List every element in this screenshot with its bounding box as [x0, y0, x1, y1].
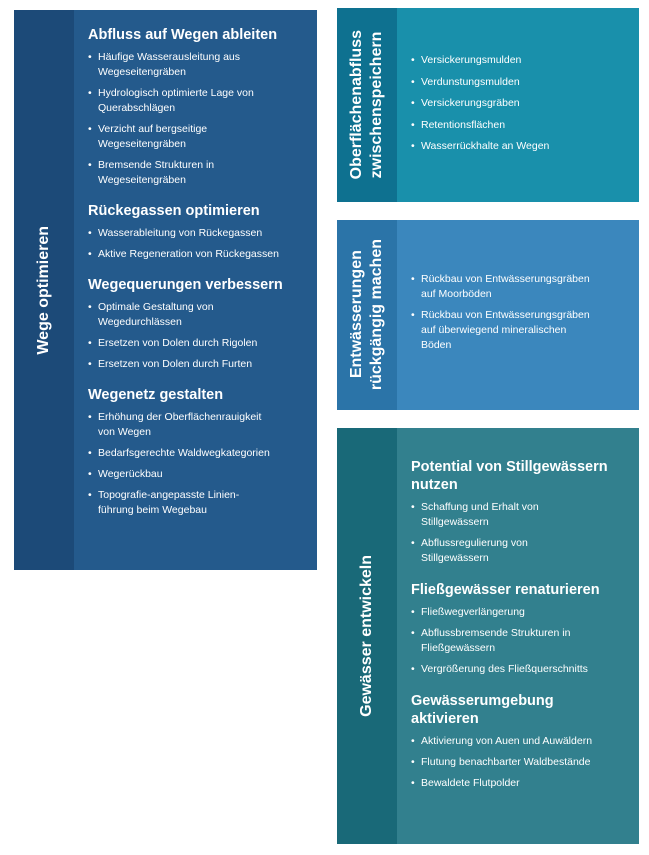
measure-item: • Abflussbremsende Strukturen in Fließgewässern	[411, 626, 631, 656]
measure-item: • Ersetzen von Dolen durch Furten	[88, 357, 307, 372]
panel-content	[397, 428, 639, 844]
side-label-line: Gewässer entwickeln	[358, 555, 375, 717]
panel-side-bar	[337, 428, 397, 844]
measure-list	[411, 53, 631, 154]
group-title: Wegequerungen verbessern	[88, 277, 283, 293]
measure-item: • Verdunstungsmulden	[411, 75, 631, 90]
panel-side-label	[347, 239, 387, 390]
measure-item: • Topografie-angepasste Linien- führung beim Wegebau	[88, 488, 307, 518]
group-title: Rückegassen optimieren	[88, 203, 260, 219]
panel-gewaesser-entwickeln	[337, 428, 639, 844]
measure-item: • Bedarfsgerechte Waldwegkategorien	[88, 446, 307, 461]
measure-item: • Versickerungsmulden	[411, 53, 631, 68]
measure-item: • Erhöhung der Oberflächenrauigkeit von Wegen	[88, 410, 307, 440]
group-title: Gewässerumgebung aktivieren	[411, 693, 554, 727]
measure-item: • Retentionsflächen	[411, 118, 631, 133]
panel-side-bar	[337, 8, 397, 202]
measure-item: • Abflussregulierung von Stillgewässern	[411, 536, 631, 566]
measure-item: • Wegerückbau	[88, 467, 307, 482]
panel-entwaesserungen	[337, 220, 639, 410]
measure-list	[411, 272, 631, 353]
measure-item: • Flutung benachbarter Waldbestände	[411, 755, 631, 770]
measure-item: • Wasserrückhalte an Wegen	[411, 139, 631, 154]
panel-side-label	[357, 555, 377, 717]
measure-item: • Rückbau von Entwässerungsgräben auf Moorböden	[411, 272, 631, 302]
measure-group	[88, 26, 307, 188]
group-title: Potential von Stillgewässern nutzen	[411, 459, 608, 493]
measure-group	[411, 458, 631, 566]
panel-content	[74, 10, 317, 570]
group-title: Wegenetz gestalten	[88, 387, 224, 403]
measure-item: • Ersetzen von Dolen durch Rigolen	[88, 336, 307, 351]
measure-list	[411, 500, 631, 566]
measure-item: • Verzicht auf bergseitige Wegeseitengräben	[88, 122, 307, 152]
measure-group	[411, 692, 631, 791]
measure-list	[411, 605, 631, 677]
measure-group	[411, 581, 631, 677]
measure-list	[88, 410, 307, 518]
group-title: Fließgewässer renaturieren	[411, 582, 600, 598]
side-label-line: Oberflächenabfluss	[348, 30, 365, 180]
measure-item: • Hydrologisch optimierte Lage von Querabschlägen	[88, 86, 307, 116]
measure-item: • Versickerungsgräben	[411, 96, 631, 111]
measure-item: • Aktivierung von Auen und Auwäldern	[411, 734, 631, 749]
measure-list	[411, 734, 631, 791]
measure-group	[88, 386, 307, 518]
measure-list	[88, 300, 307, 372]
panel-side-bar	[14, 10, 74, 570]
measure-item: • Häufige Wasserausleitung aus Wegeseitengräben	[88, 50, 307, 80]
panel-wege-optimieren	[14, 10, 317, 570]
measure-item: • Schaffung und Erhalt von Stillgewässern	[411, 500, 631, 530]
group-title: Abfluss auf Wegen ableiten	[88, 27, 278, 43]
measure-group	[88, 276, 307, 372]
measure-item: • Wasserableitung von Rückegassen	[88, 226, 307, 241]
panel-side-label	[347, 30, 387, 179]
side-label-line: Entwässerungen	[348, 250, 365, 380]
measure-item: • Bewaldete Flutpolder	[411, 776, 631, 791]
panel-content	[397, 8, 639, 202]
measure-list	[88, 50, 307, 188]
measure-list	[88, 226, 307, 262]
measure-group	[88, 202, 307, 262]
measure-item: • Bremsende Strukturen in Wegeseitengräben	[88, 158, 307, 188]
panel-content	[397, 220, 639, 410]
measure-item: • Aktive Regeneration von Rückegassen	[88, 247, 307, 262]
panel-side-label	[34, 226, 54, 355]
measure-item: • Fließwegverlängerung	[411, 605, 631, 620]
panel-oberflaechenabfluss	[337, 8, 639, 202]
side-label-line: Wege optimieren	[35, 225, 52, 355]
side-label-line: zwischenspeichern	[368, 31, 385, 179]
panel-side-bar	[337, 220, 397, 410]
measure-item: • Optimale Gestaltung von Wegedurchlässen	[88, 300, 307, 330]
measure-item: • Vergrößerung des Fließquerschnitts	[411, 662, 631, 677]
measure-item: • Rückbau von Entwässerungsgräben auf überwiegend mineralischen Böden	[411, 308, 631, 353]
side-label-line: rückgängig machen	[368, 239, 385, 391]
